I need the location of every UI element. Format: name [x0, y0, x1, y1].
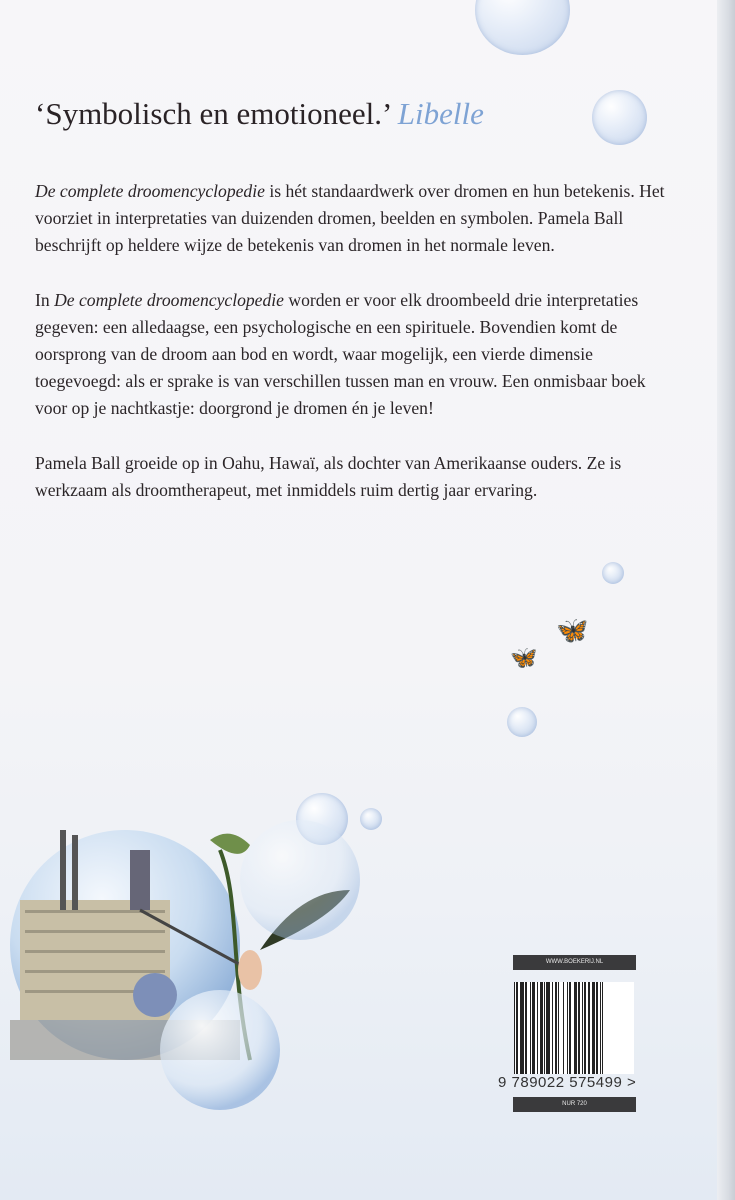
dream-illustration [10, 820, 370, 1120]
book-title: De complete droomencyclopedie [54, 289, 284, 310]
paragraph-text: In [35, 289, 55, 310]
bubble [475, 0, 570, 55]
paragraph-text: Pamela Ball groeide op in Oahu, Hawaï, als dochter van Amerikaanse ouders. Ze is werkzaam als droomtherapeut, met inmiddels ruim dertig jaar ervaring. [35, 452, 622, 500]
paragraph-text: worden er voor elk droombeeld drie interpretaties gegeven: een alledaagse, een psychologische en een spirituele. Bovendien komt de oorsprong van de droom aan bod en wordt, waar mogelijk, een vierde dimensie toegevoegd: als er sprake is van verschillen tussen man en vrouw. Een onmisbaar boek voor op je nachtkastje: doorgrond je dromen én je leven! [35, 289, 646, 419]
book-spine-edge [717, 0, 735, 1200]
paragraph-1 [35, 178, 675, 260]
book-title: De complete droomencyclopedie [35, 181, 265, 201]
blurb [35, 178, 675, 531]
review-quote [35, 96, 484, 132]
bubble [602, 562, 624, 584]
quote-text: ‘Symbolisch en emotioneel.’ [35, 96, 390, 131]
paragraph-text: is hét standaardwerk over dromen en hun betekenis. Het voorziet in interpretaties van duizenden dromen, beelden en symbolen. Pamela Ball beschrijft op heldere wijze de betekenis van dromen in het normale leven. [35, 181, 665, 256]
paragraph-2 [35, 287, 675, 423]
bubble [507, 707, 537, 737]
bubble [592, 90, 647, 145]
barcode [514, 982, 634, 1074]
barcode-stripe [603, 982, 604, 1074]
barcode-block [498, 955, 640, 1112]
butterfly-icon: 🦋 [556, 616, 589, 645]
paragraph-author-bio [35, 450, 675, 504]
publisher-website: WWW.BOEKERIJ.NL [513, 955, 636, 970]
isbn-number: 9 789022 575499 > [498, 1074, 637, 1091]
butterfly-icon: 🦋 [510, 645, 538, 670]
nur-code: NUR 720 [513, 1097, 636, 1112]
quote-source: Libelle [397, 96, 484, 131]
